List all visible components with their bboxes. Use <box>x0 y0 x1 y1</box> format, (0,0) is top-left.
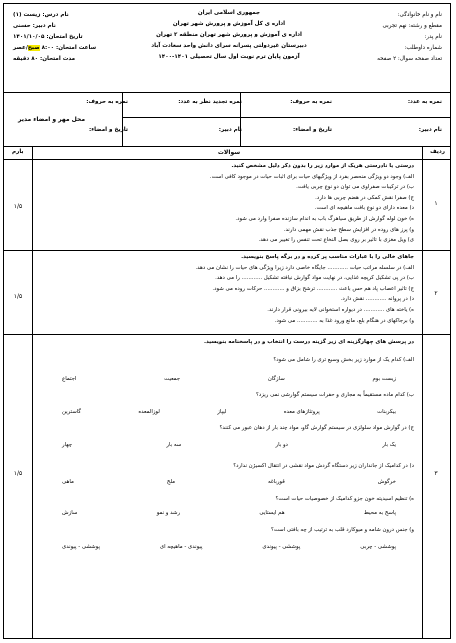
country-title: جمهوری اسلامی ایران <box>197 10 261 16</box>
teacher-name-field: نام دبیر: <box>418 127 442 133</box>
option: پروتئازهای معده <box>283 408 320 415</box>
principal-divider <box>122 92 123 146</box>
time-separator: / <box>25 45 28 51</box>
question-number-1: ۱ <box>434 200 438 207</box>
question-number-2: ۲ <box>434 290 438 297</box>
question-3-intro: در پرسش های چهارگزینه ای زیر گزینه درست را انتخاب و در پاسخنامه بنویسید. <box>203 339 414 345</box>
option: رشد و نمو <box>156 510 181 517</box>
table-header-line <box>4 159 450 160</box>
option: قورباغه <box>267 479 285 486</box>
question-3-item-stem: ج) در گوارش مواد سلولزی در سیستم گوارش گاو، مواد چند بار از دهان عبور می کنند؟ <box>219 425 414 432</box>
grading-divider <box>240 92 241 146</box>
score-column-header: بارم <box>12 149 24 155</box>
student-name-label: نام و نام خانوادگی: <box>397 12 442 18</box>
question-2-line: د) در پروانه ............ نقش دارد. <box>340 296 414 303</box>
question-2 <box>44 252 414 326</box>
exam-date-label: تاریخ امتحان: ۱۴۰۱/۱۰/۰۵ <box>13 34 83 40</box>
score-words-label: نمره به حروف: <box>290 99 332 105</box>
question-1-line: ی) ویل مغزی با تاثیر بر روی بصل النخاع تحت تنفس را تغییر می دهد. <box>258 237 414 244</box>
question-1-line: ب) در ترکیبات صفراوی می توان دو نوع چربی یافت. <box>296 184 414 191</box>
question-1-line: درستی یا نادرستی هریک از موارد زیر را بدون ذکر دلیل مشخص کنید. <box>231 163 414 169</box>
question-1-line: ه) خون لوله گوارش از طریق سیاهرگ باب به اندام سازنده صفرا وارد می شود. <box>235 215 414 222</box>
option: پاسخ به محیط <box>363 510 396 517</box>
father-name-label: نام پدر: <box>424 34 442 40</box>
question-3-options <box>44 477 414 488</box>
question-1-line: الف) وجود دو ویژگی منحصر بفرد از ویژگیهای حیات برای اثبات حیات در موجود کافی است. <box>209 173 414 180</box>
question-2-line: ب) در پی تشکیل کرپچه غذایی، در نهایت مواد گوارش نیافته تشکیل ............ را می دهد. <box>215 275 414 282</box>
question-3 <box>44 337 414 552</box>
option: دو بار <box>275 441 288 448</box>
question-3-options <box>44 440 414 451</box>
question-3-options <box>44 508 414 519</box>
option: خرگوش <box>377 479 396 486</box>
grade-field-label: مقطع و رشته: نهم تجربی <box>382 23 442 29</box>
exam-time-caption: ساعت امتحان: <box>56 45 97 51</box>
exam-title: آزمون پایان ترم نوبت اول سال تحصیلی ۱۴۰۱-۱۴۰۰ <box>158 54 300 60</box>
option: هم ایستایی <box>259 510 285 517</box>
morning-highlight: صبح <box>27 45 40 51</box>
option: پیوندی - ماهیچه ای <box>159 543 203 550</box>
option: جمعیت <box>164 375 181 382</box>
exam-time-label <box>13 45 96 52</box>
row-column-header: ردیف <box>430 149 445 155</box>
exam-sheet <box>3 3 451 639</box>
district-office-title: اداره ی آموزش و پرورش شهر تهران منطقه ۲ تهران <box>156 32 302 38</box>
question-3-item-stem: الف) کدام یک از موارد زیر بخش وسیع تری را شامل می شود؟ <box>273 357 414 363</box>
option: سازش <box>62 510 78 517</box>
question-score-3: ۱/۵ <box>13 470 23 477</box>
questions-column-header: سوالات <box>217 149 241 156</box>
score-number-label: نمره به عدد: <box>407 99 442 105</box>
reviewer-date-sign-field: تاریخ و امضاء: <box>88 127 128 133</box>
evening-label: عصر <box>13 45 26 51</box>
question-3-options <box>44 374 414 385</box>
question-2-line: الف) در سلسله مراتب حیات ............ جایگاه خاصی دارد زیرا ویژگی های حیات را نشان می دهد. <box>195 264 414 271</box>
question-1-line: د) معده دارای دو نوع بافت ماهیچه ای است. <box>314 205 414 212</box>
question-2-line: و) برجاکهای در هنگام بلع، مانع ورود غذا به ............ می شود. <box>274 317 414 324</box>
exam-time-value: ۸:۰۰ <box>41 45 55 51</box>
question-1 <box>44 161 414 246</box>
option: ملخ <box>166 479 176 486</box>
reviewer-name-field: نام دبیر: <box>218 127 242 133</box>
page-count-label: تعداد صفحه سوال: ۲ صفحه <box>377 56 442 62</box>
option: بیکربنات <box>377 408 396 415</box>
option: پوششی - پیوندی <box>62 543 100 550</box>
question-3-item-stem: د) در کدامیک از جانداران زیر دستگاه گردش مواد نقشی در انتقال اکسیژن ندارد؟ <box>233 462 414 469</box>
question-2-line: ه) یاخته های ............ در دیواره استخوانی لایه بیرونی قرار دارند. <box>267 306 414 313</box>
option: لوزالمعده <box>138 408 160 415</box>
option: لیپاز <box>217 408 227 415</box>
question-1-divider <box>4 250 450 251</box>
option: ماهی <box>62 479 74 486</box>
teacher-date-sign-field: تاریخ و امضاء: <box>292 127 332 133</box>
option: گاسترین <box>62 408 81 415</box>
question-1-line: و) پرز های روده در افزایش سطح جذب نقش مهمی دارند. <box>283 226 414 233</box>
option: زیست بوم <box>372 375 396 382</box>
revised-score-number-label: نمره تجدید نظر به عدد: <box>178 99 242 105</box>
revised-score-words-label: نمره به حروف: <box>86 99 128 105</box>
question-2-divider <box>4 334 450 335</box>
education-office-title: اداره ی کل آموزش و پرورش شهر تهران <box>172 21 286 27</box>
exam-duration-label: مدت امتحان: ۸۰ دقیقه <box>13 56 76 62</box>
candidate-number-label: شماره داوطلب: <box>404 45 442 51</box>
school-name-title: دبیرستان غیردولتی پسرانه سرای دانش واحد سعادت آباد <box>151 43 307 49</box>
question-3-options <box>44 407 414 418</box>
question-score-2: ۱/۵ <box>13 293 23 300</box>
row-column-line <box>422 146 423 639</box>
question-2-line: ج) تاثیر اعصاب پاد هم حس باعث ............ ترشح بزاق و ............ حرکات روده می شود. <box>212 285 414 292</box>
option: سازگان <box>267 375 285 382</box>
option: یک بار <box>382 441 396 448</box>
question-number-3: ۳ <box>434 470 438 477</box>
question-3-item-stem: و) جنس درون شامه و میوکارد قلب به ترتیب از چه بافتی است؟ <box>271 526 414 533</box>
grading-bottom-line <box>4 146 450 147</box>
question-3-item-stem: ب) کدام ماده مستقیماً به مجاری و حفرات سیستم گوارشی نمی ریزد؟ <box>256 392 414 399</box>
option: پوششی - پیوندی <box>262 543 301 550</box>
question-score-1: ۱/۵ <box>13 203 23 210</box>
question-1-line: ج) صفرا نقش کمکی در هضم چربی ها دارد. <box>315 194 414 201</box>
principal-seal-area: محل مهر و امضاء مدیر <box>18 116 86 123</box>
subject-label: نام درس: زیست (۱) <box>13 12 69 18</box>
teacher-name-label: نام دبیر: حسنی <box>13 23 56 29</box>
option: پوششی - چربی <box>360 543 396 550</box>
question-2-line: جاهای خالی را با عبارات مناسب پر کرده و در برگه پاسخ بنویسید. <box>241 254 414 260</box>
score-column-line <box>32 146 33 639</box>
header-divider <box>4 92 450 93</box>
question-3-item-stem: ه) تنظیم اسیدیته خون جزو کدامیک از خصوصیات حیات است؟ <box>275 495 414 502</box>
option: سه بار <box>166 441 182 448</box>
question-3-options <box>44 542 414 553</box>
grading-row-divider <box>122 117 450 118</box>
option: اجتماع <box>62 375 77 382</box>
option: چهار <box>62 441 73 448</box>
